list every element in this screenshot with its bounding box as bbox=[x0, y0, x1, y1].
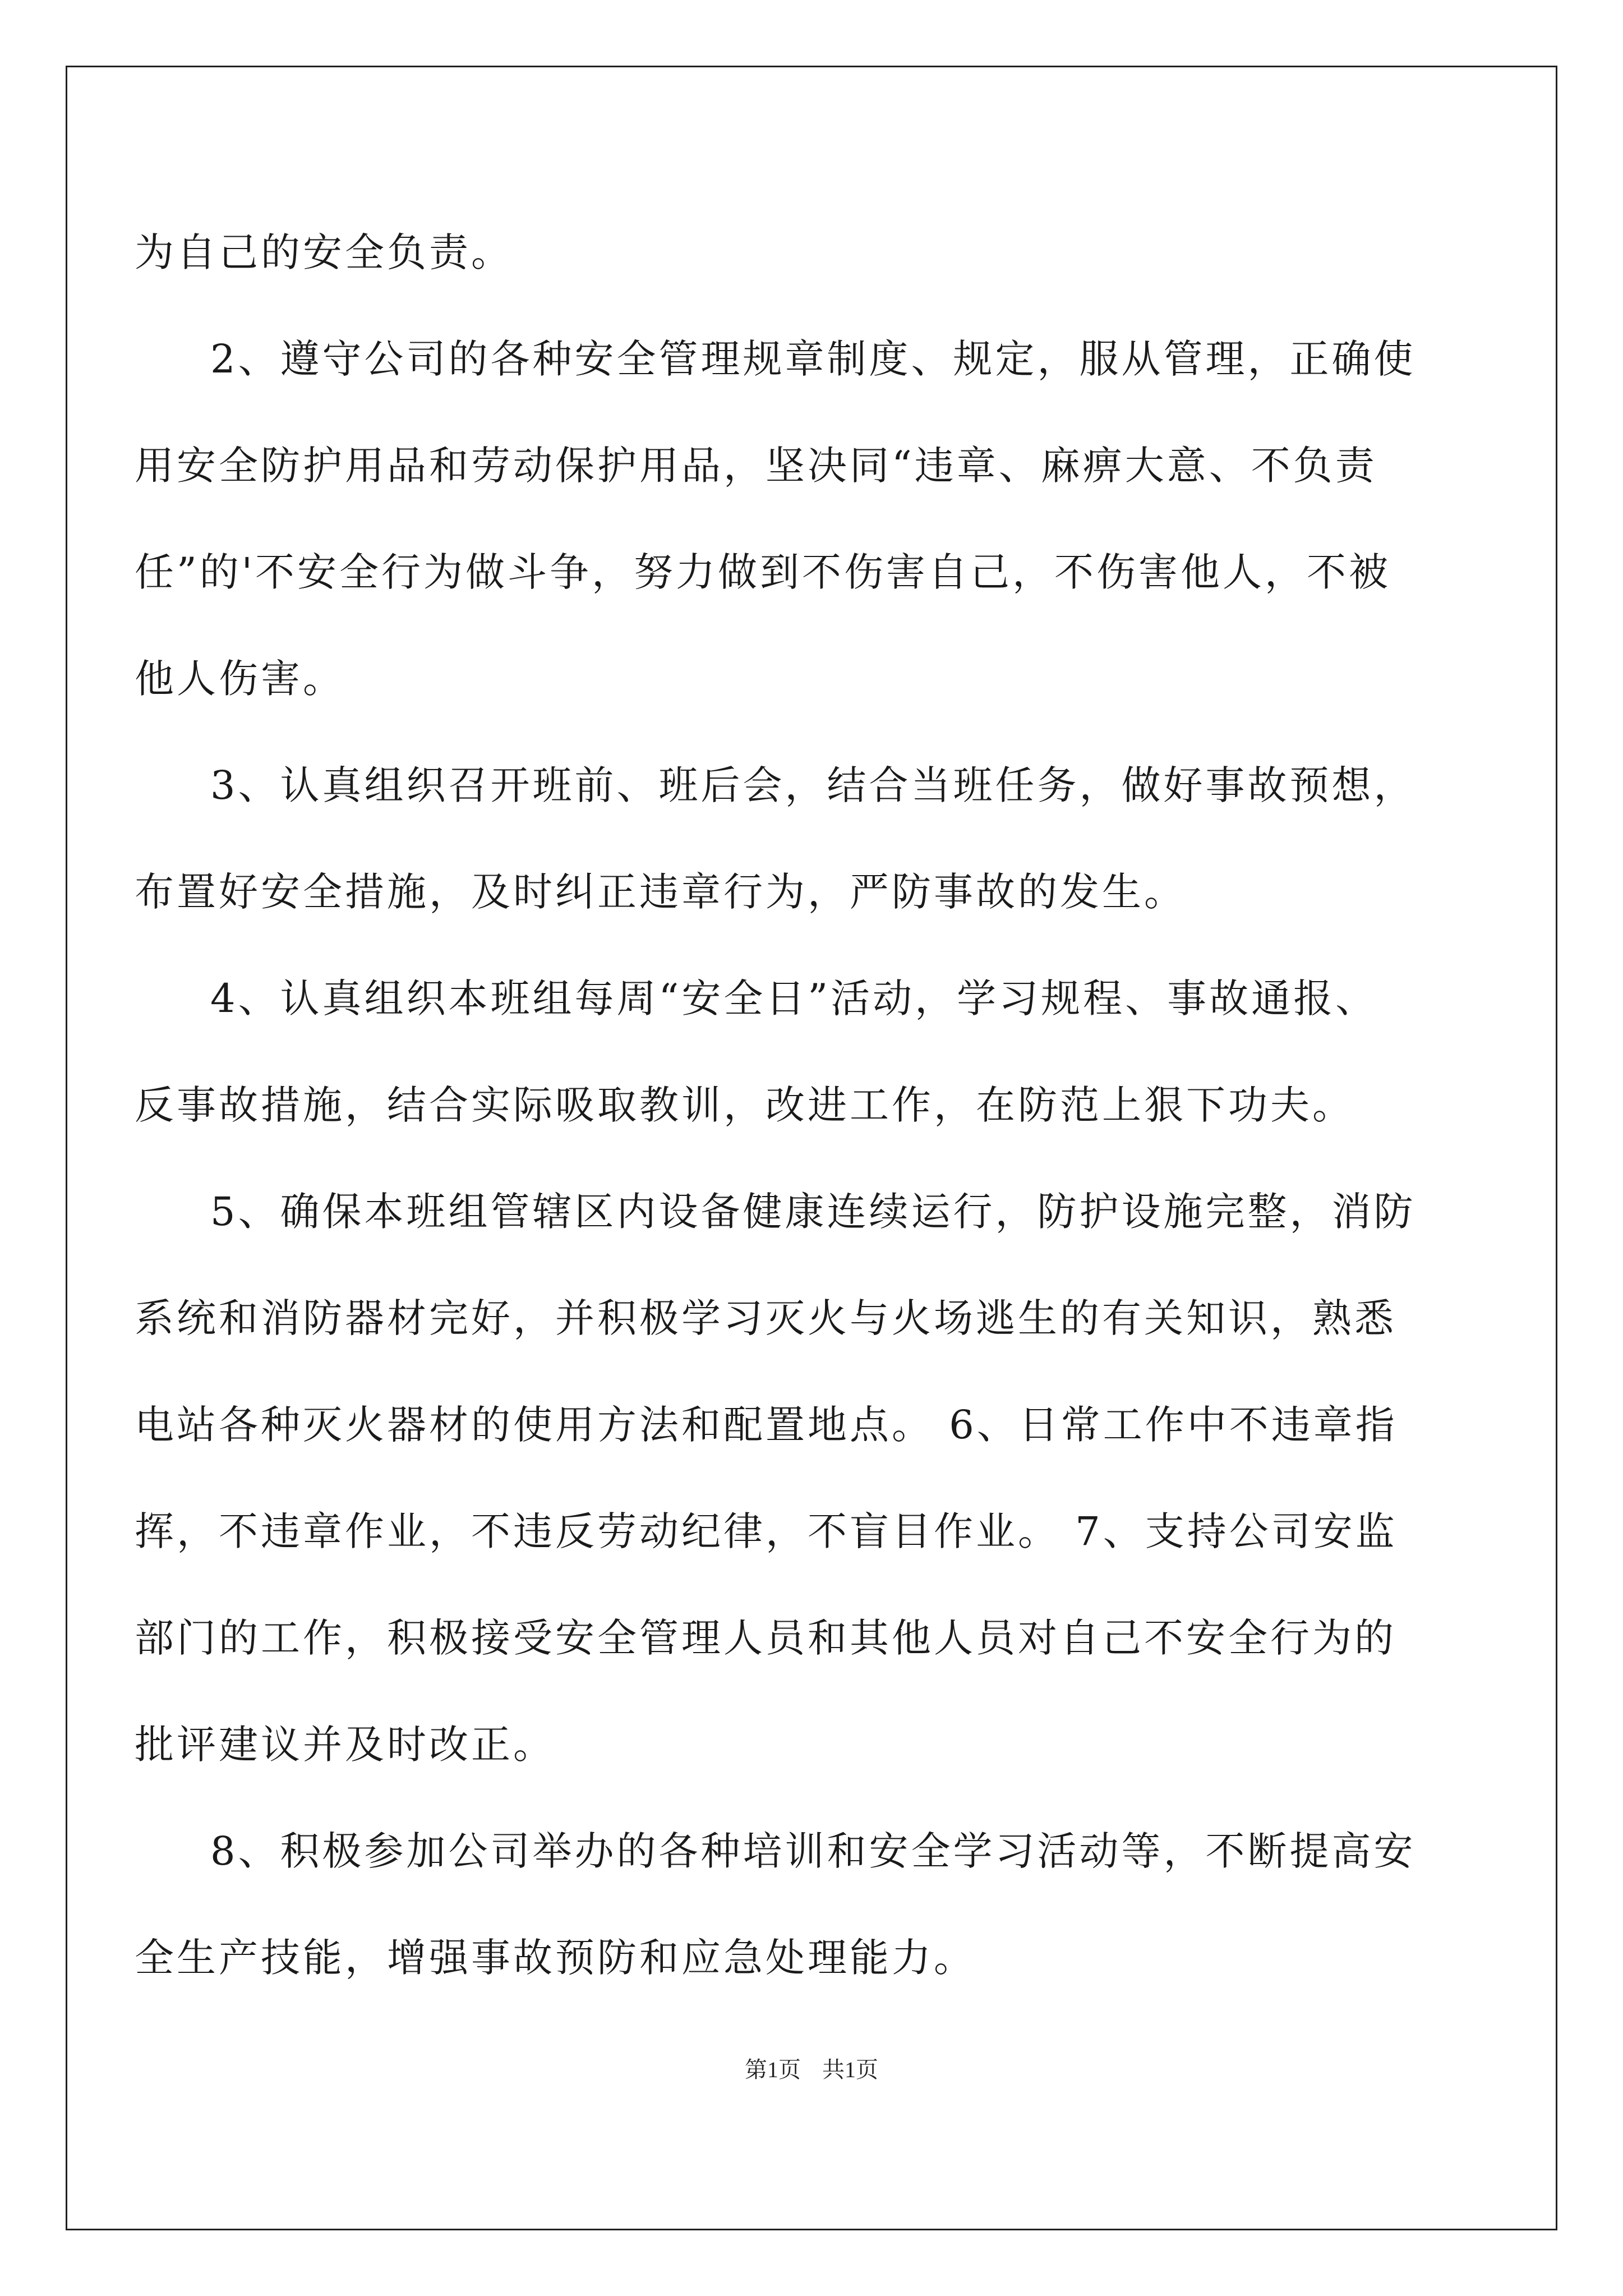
text-line: 5、确保本班组管辖区内设备健康连续运行，防护设施完整，消防 bbox=[210, 1189, 1416, 1235]
page-total: 共1页 bbox=[822, 2057, 878, 2082]
text-line: 批评建议并及时改正。 bbox=[135, 1722, 555, 1768]
text-line: 系统和消防器材完好，并积极学习灭火与火场逃生的有关知识，熟悉 bbox=[135, 1295, 1396, 1341]
text-line: 挥，不违章作业，不违反劳动纪律，不盲目作业。 7、支持公司安监 bbox=[135, 1508, 1398, 1554]
text-line: 3、认真组织召开班前、班后会，结合当班任务，做好事故预想， bbox=[210, 762, 1416, 808]
text-line: 反事故措施，结合实际吸取教训，改进工作，在防范上狠下功夫。 bbox=[135, 1082, 1354, 1128]
text-line: 任”的'不安全行为做斗争，努力做到不伤害自己，不伤害他人，不被 bbox=[135, 549, 1391, 595]
text-line: 4、认真组织本班组每周“安全日”活动，学习规程、事故通报、 bbox=[210, 976, 1378, 1022]
text-line: 部门的工作，积极接受安全管理人员和其他人员对自己不安全行为的 bbox=[135, 1615, 1396, 1661]
page-number: 第1页 bbox=[745, 2057, 801, 2082]
text-line: 用安全防护用品和劳动保护用品，坚决同“违章、麻痹大意、不负责 bbox=[135, 443, 1377, 489]
text-line: 8、积极参加公司举办的各种培训和安全学习活动等，不断提高安 bbox=[210, 1828, 1416, 1874]
text-line: 2、遵守公司的各种安全管理规章制度、规定，服从管理，正确使 bbox=[210, 336, 1416, 382]
text-line: 全生产技能，增强事故预防和应急处理能力。 bbox=[135, 1935, 976, 1981]
page-footer bbox=[0, 2053, 1623, 2087]
text-line: 布置好安全措施，及时纠正违章行为，严防事故的发生。 bbox=[135, 869, 1186, 915]
text-line: 为自己的安全负责。 bbox=[135, 229, 513, 275]
text-line: 电站各种灭火器材的使用方法和配置地点。 6、日常工作中不违章指 bbox=[135, 1402, 1398, 1448]
text-line: 他人伤害。 bbox=[135, 656, 345, 702]
page-border bbox=[66, 66, 1557, 2230]
